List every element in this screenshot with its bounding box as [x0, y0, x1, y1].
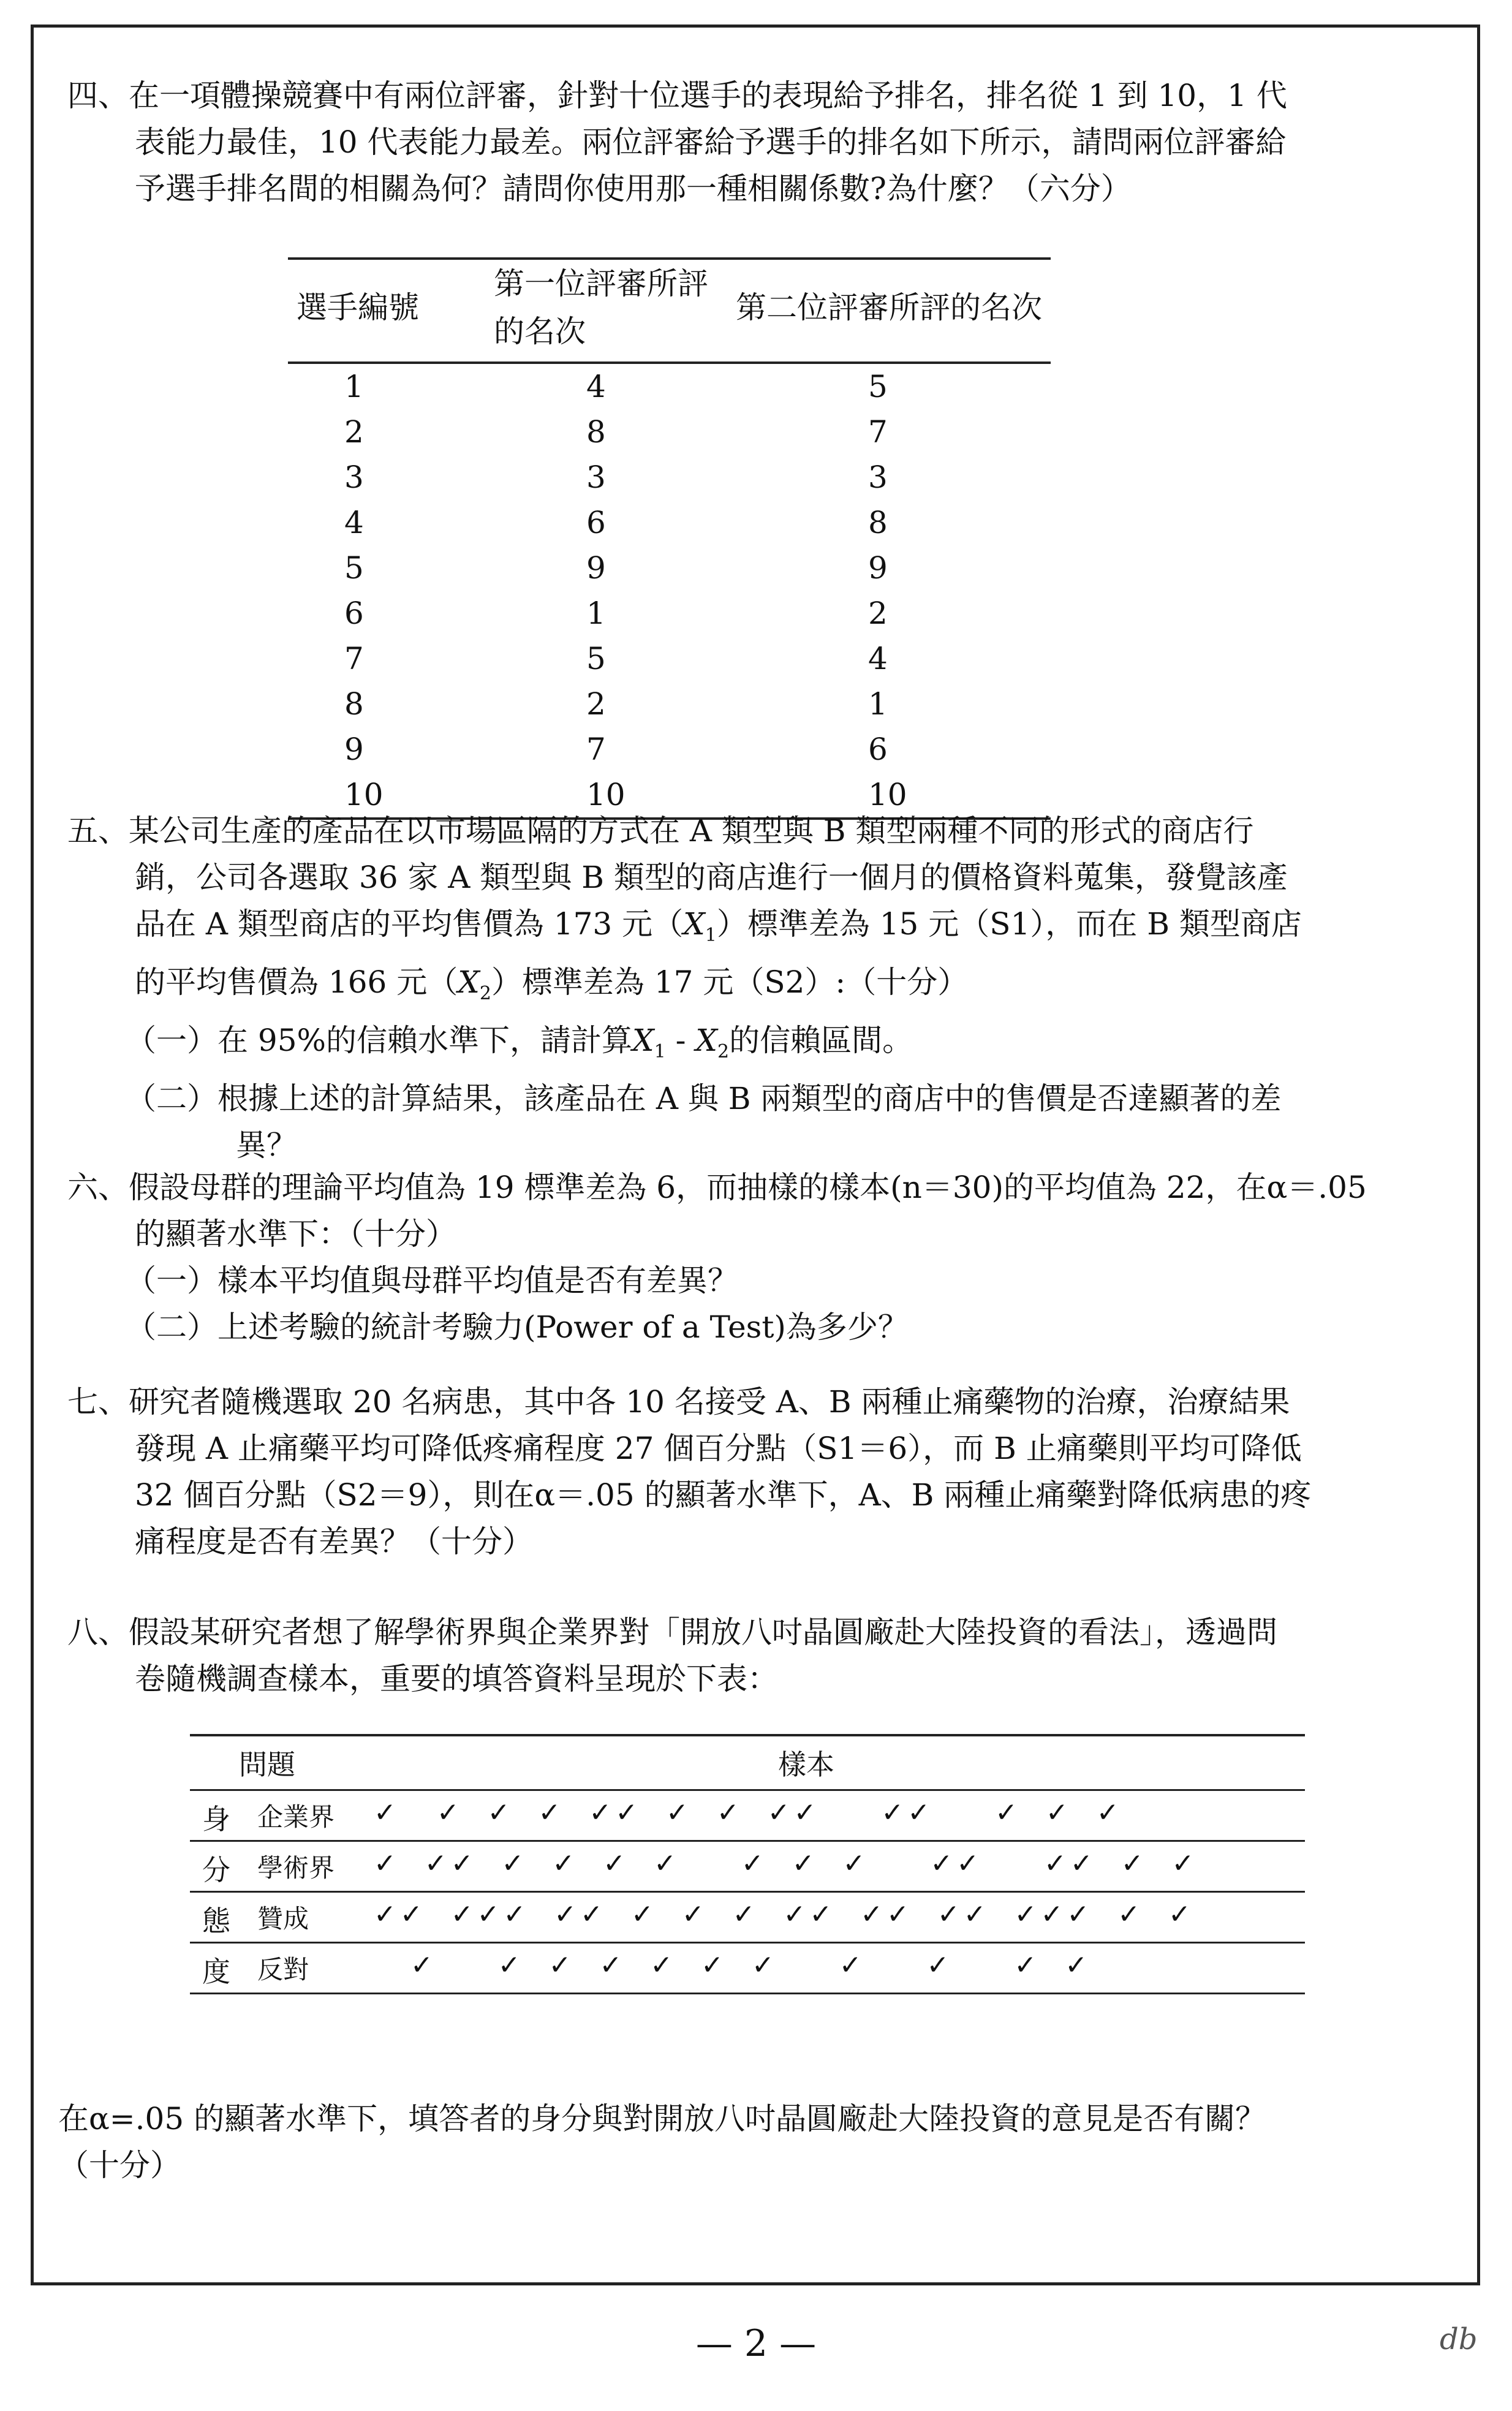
judge-2-rank: 3	[868, 460, 888, 495]
player-id: 3	[344, 460, 364, 495]
q4-line2: 表能力最佳，10 代表能力最差。兩位評審給予選手的排名如下所示，請問兩位評審給	[135, 124, 1287, 160]
player-id: 5	[344, 550, 364, 586]
table-row	[190, 1893, 1305, 1944]
question-5	[67, 808, 1440, 1168]
judge-1-rank: 4	[586, 369, 606, 404]
q5-line3	[67, 901, 1440, 959]
header-player-id: 選手編號	[288, 259, 485, 363]
table-row	[288, 591, 1051, 636]
q5-sub-b-cont: 異？	[236, 1127, 297, 1163]
player-id: 7	[344, 641, 364, 676]
q7-line4: 痛程度是否有差異？（十分）	[135, 1524, 533, 1559]
ranking-table	[288, 257, 1051, 820]
table-row	[190, 1944, 1305, 1994]
table-row	[288, 681, 1051, 727]
survey-table	[190, 1734, 1305, 1994]
q5-sub-b: （二）根據上述的計算結果，該產品在 A 與 B 兩類型的商店中的售價是否達顯著的差	[126, 1081, 1282, 1116]
q5-sub-a-start: （一）在 95%的信賴水準下，請計算	[126, 1023, 633, 1058]
judge-2-rank: 2	[868, 596, 888, 631]
table-row	[190, 1791, 1305, 1842]
judge-2-rank: 1	[868, 686, 888, 722]
header-sample: 樣本	[778, 1748, 834, 1781]
q5-line4-end: ）標準差為 17 元（S2）:（十分）	[491, 964, 969, 1000]
x1-symbol: X	[632, 1023, 654, 1058]
x1-subscript: 1	[705, 925, 717, 946]
handwritten-initials: db	[1440, 2322, 1478, 2356]
judge-2-rank: 7	[868, 414, 888, 450]
table-row	[288, 727, 1051, 772]
player-id: 1	[344, 369, 364, 404]
table-row	[288, 409, 1051, 455]
judge-1-rank: 6	[586, 505, 606, 540]
q6-line1: 六、假設母群的理論平均值為 19 標準差為 6，而抽樣的樣本(n＝30)的平均值為 22，在α＝.05	[67, 1170, 1367, 1205]
table-row	[288, 455, 1051, 500]
q5-line4-start: 的平均售價為 166 元（	[135, 964, 458, 1000]
row-label: 企業界	[257, 1802, 335, 1832]
row-side-char: 態	[202, 1904, 230, 1937]
x2-symbol: X	[695, 1023, 718, 1058]
q6-line2: 的顯著水準下：（十分）	[135, 1216, 456, 1252]
player-id: 10	[288, 772, 485, 819]
q6-sub-a: （一）樣本平均值與母群平均值是否有差異？	[126, 1263, 738, 1298]
row-checkmarks: ✓ ✓✓ ✓ ✓ ✓ ✓ ✓ ✓ ✓ ✓✓ ✓✓ ✓ ✓	[374, 1848, 1198, 1879]
ranking-table-body	[288, 363, 1051, 819]
q5-line3-start: 品在 A 類型商店的平均售價為 173 元（	[135, 906, 684, 942]
header-judge-2: 第二位評審所評的名次	[727, 259, 1051, 363]
question-6	[67, 1164, 1440, 1350]
q5-line1: 五、某公司生產的產品在以市場區隔的方式在 A 類型與 B 類型兩種不同的形式的商店行	[67, 813, 1254, 849]
question-7	[67, 1379, 1440, 1565]
x1-subscript: 1	[654, 1041, 666, 1062]
player-id: 9	[344, 732, 364, 767]
q8-closing-line2: （十分）	[58, 2148, 181, 2183]
table-row	[288, 636, 1051, 681]
table-row	[288, 500, 1051, 545]
player-id: 8	[344, 686, 364, 722]
row-checkmarks: ✓ ✓ ✓ ✓ ✓✓ ✓ ✓ ✓✓ ✓✓ ✓ ✓ ✓	[374, 1797, 1123, 1828]
judge-2-rank: 6	[868, 732, 888, 767]
header-judge-1: 第一位評審所評的名次	[485, 259, 727, 363]
judge-1-rank: 8	[586, 414, 606, 450]
q8-closing-line1: 在α=.05 的顯著水準下，填答者的身分與對開放八吋晶圓廠赴大陸投資的意見是否有關？	[58, 2101, 1266, 2137]
judge-1-rank: 3	[586, 460, 606, 495]
judge-1-rank: 5	[586, 641, 606, 676]
row-label: 學術界	[257, 1853, 335, 1883]
row-checkmarks: ✓✓ ✓✓✓ ✓✓ ✓ ✓ ✓ ✓✓ ✓✓ ✓✓ ✓✓✓ ✓ ✓	[374, 1899, 1195, 1930]
judge-1-rank: 9	[586, 550, 606, 586]
judge-2-rank: 10	[727, 772, 1051, 819]
q5-line3-end: ）標準差為 15 元（S1），而在 B 類型商店	[716, 906, 1302, 942]
question-8	[67, 1609, 1440, 1702]
row-side-char: 度	[202, 1955, 230, 1988]
judge-2-rank: 4	[868, 641, 888, 676]
judge-2-rank: 5	[868, 369, 888, 404]
row-checkmarks: ✓ ✓ ✓ ✓ ✓ ✓ ✓ ✓ ✓ ✓ ✓	[374, 1950, 1092, 1981]
judge-1-rank: 2	[586, 686, 606, 722]
x2-subscript: 2	[717, 1041, 730, 1062]
judge-1-rank: 7	[586, 732, 606, 767]
player-id: 6	[344, 596, 364, 631]
judge-1-rank: 1	[586, 596, 606, 631]
judge-2-rank: 9	[868, 550, 888, 586]
row-side-char: 分	[202, 1853, 230, 1887]
table-row	[190, 1842, 1305, 1893]
q6-sub-b: （二）上述考驗的統計考驗力(Power of a Test)為多少？	[126, 1309, 909, 1345]
page-number: — 2 —	[695, 2322, 817, 2365]
minus-sign: -	[665, 1023, 696, 1058]
judge-2-rank: 8	[868, 505, 888, 540]
row-label: 反對	[257, 1955, 309, 1985]
q7-line2: 發現 A 止痛藥平均可降低疼痛程度 27 個百分點（S1＝6），而 B 止痛藥則平均可降低	[135, 1431, 1302, 1466]
q5-sub-a-end: 的信賴區間。	[729, 1023, 913, 1058]
judge-1-rank: 10	[485, 772, 727, 819]
table-row	[288, 363, 1051, 409]
x2-symbol: X	[458, 964, 480, 1000]
header-question: 問題	[239, 1748, 295, 1781]
q5-line4	[67, 959, 1440, 1017]
question-4	[67, 72, 1440, 212]
q4-line1: 四、在一項體操競賽中有兩位評審，針對十位選手的表現給予排名，排名從 1 到 10，1 代	[67, 78, 1287, 113]
survey-header-row	[190, 1734, 1305, 1791]
q8-line2: 卷隨機調查樣本，重要的填答資料呈現於下表：	[135, 1661, 778, 1697]
q5-sub-a	[67, 1017, 1440, 1075]
x2-subscript: 2	[479, 983, 491, 1004]
row-label: 贊成	[257, 1904, 309, 1934]
player-id: 2	[344, 414, 364, 450]
q5-line2: 銷，公司各選取 36 家 A 類型與 B 類型的商店進行一個月的價格資料蒐集，發覺該產	[135, 860, 1288, 895]
table-row	[288, 545, 1051, 591]
q7-line3: 32 個百分點（S2＝9），則在α＝.05 的顯著水準下，A、B 兩種止痛藥對降低病患的疼	[135, 1477, 1312, 1513]
question-8-closing	[58, 2095, 1431, 2189]
q4-line3: 予選手排名間的相關為何？請問你使用那一種相關係數?為什麼？（六分）	[135, 171, 1132, 206]
player-id: 4	[344, 505, 364, 540]
row-side-char: 身	[202, 1803, 230, 1836]
q7-line1: 七、研究者隨機選取 20 名病患，其中各 10 名接受 A、B 兩種止痛藥物的治療，治療結果	[67, 1384, 1290, 1420]
x1-symbol: X	[683, 906, 705, 942]
q8-line1: 八、假設某研究者想了解學術界與企業界對「開放八吋晶圓廠赴大陸投資的看法」，透過問	[67, 1614, 1277, 1650]
